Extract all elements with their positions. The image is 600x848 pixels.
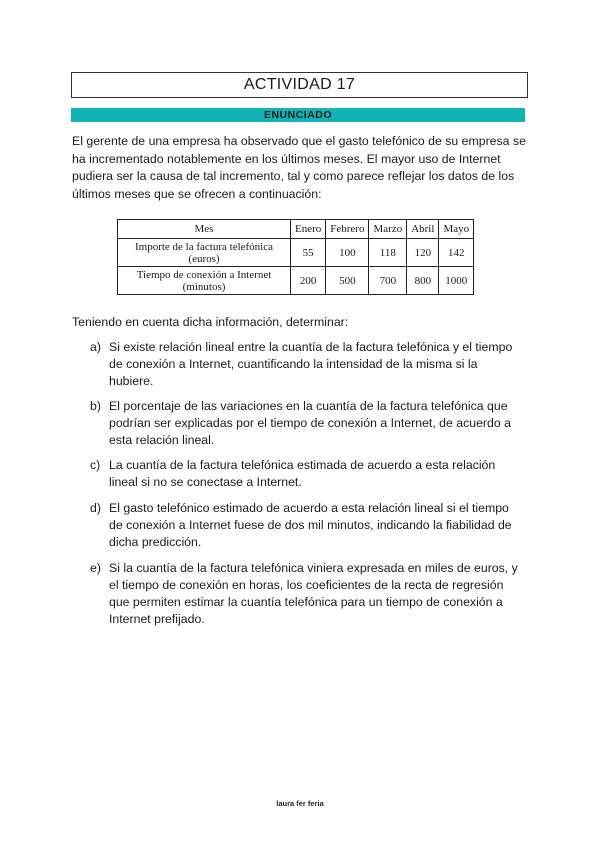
table-cell: 1000 <box>439 267 474 295</box>
table-cell: 100 <box>326 239 369 267</box>
table-cell: 118 <box>369 239 407 267</box>
data-table <box>117 219 474 295</box>
table-cell: 500 <box>326 267 369 295</box>
activity-title: ACTIVIDAD 17 <box>71 72 528 98</box>
table-header-cell: Abril <box>407 220 439 239</box>
table-header-cell: Mes <box>118 220 291 239</box>
table-header-cell: Mayo <box>439 220 474 239</box>
table-cell: 200 <box>291 267 326 295</box>
item-marker: c) <box>90 458 101 472</box>
list-item <box>90 457 524 491</box>
item-text: La cuantía de la factura telefónica estimada de acuerdo a esta relación lineal si no se conectase a Internet. <box>109 458 496 489</box>
table-cell: 700 <box>369 267 407 295</box>
item-marker: d) <box>90 501 101 515</box>
lead-sentence: Teniendo en cuenta dicha información, determinar: <box>72 315 349 329</box>
page-footer: laura fer feria <box>276 799 324 808</box>
table-cell: 55 <box>291 239 326 267</box>
list-item <box>90 339 524 390</box>
section-heading: ENUNCIADO <box>71 108 525 122</box>
table-row <box>118 267 474 295</box>
item-marker: e) <box>90 561 101 575</box>
table-header-cell: Enero <box>291 220 326 239</box>
table-cell: 800 <box>407 267 439 295</box>
table-row <box>118 239 474 267</box>
list-item <box>90 560 524 628</box>
item-text: Si existe relación lineal entre la cuantía de la factura telefónica y el tiempo de conexión a Internet, cuantificando la intensidad de la misma si la hubiere. <box>109 340 513 388</box>
list-item <box>90 500 524 551</box>
row-label: Importe de la factura telefónica (euros) <box>118 239 291 267</box>
question-list <box>90 339 524 628</box>
item-text: El porcentaje de las variaciones en la cuantía de la factura telefónica que podrían ser explicadas por el tiempo de conexión a Internet, de acuerdo a esta relación lineal. <box>109 399 511 447</box>
table-cell: 120 <box>407 239 439 267</box>
list-item <box>90 398 524 449</box>
intro-paragraph: El gerente de una empresa ha observado que el gasto telefónico de su empresa se ha incrementado notablemente en los últimos meses. El mayor uso de Internet pudiera ser la causa de tal incremento, tal y como parece reflejar los datos de los últimos meses que se ofrecen a continuación: <box>72 134 526 201</box>
table-header-cell: Marzo <box>369 220 407 239</box>
table-header-row <box>118 220 474 239</box>
item-marker: b) <box>90 399 101 413</box>
row-label: Tiempo de conexión a Internet (minutos) <box>118 267 291 295</box>
table-cell: 142 <box>439 239 474 267</box>
item-marker: a) <box>90 340 101 354</box>
item-text: Si la cuantía de la factura telefónica viniera expresada en miles de euros, y el tiempo de conexión en horas, los coeficientes de la recta de regresión que permiten estimar la cuantía telefónica para un tiempo de conexión a Internet prefijado. <box>109 561 518 626</box>
table-header-cell: Febrero <box>326 220 369 239</box>
item-text: El gasto telefónico estimado de acuerdo a esta relación lineal si el tiempo de conexión a Internet fuese de dos mil minutos, indicando la fiabilidad de dicha predicción. <box>109 501 512 549</box>
